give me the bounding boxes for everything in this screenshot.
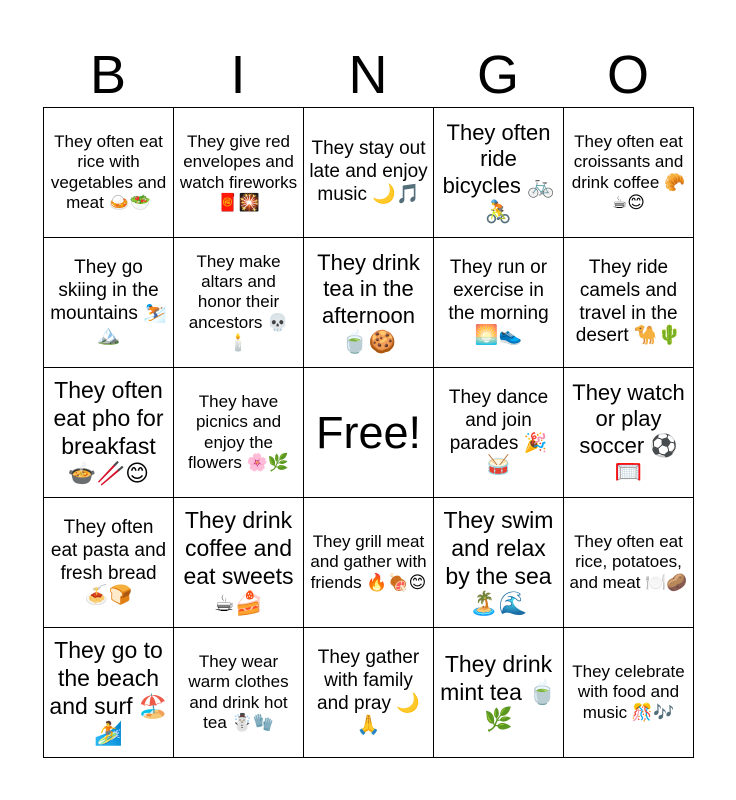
cell-text: They drink tea in the afternoon 🍵🍪 <box>317 249 420 354</box>
cell-text: They watch or play soccer ⚽🥅 <box>572 379 685 484</box>
cell-text: They often eat croissants and drink coffee 🥐☕😊 <box>571 131 686 212</box>
bingo-cell[interactable] <box>44 628 174 758</box>
bingo-cell[interactable] <box>44 498 174 628</box>
bingo-cell[interactable] <box>174 628 304 758</box>
bingo-cell[interactable] <box>434 108 564 238</box>
cell-text: They celebrate with food and music 🎊🎶 <box>572 661 685 722</box>
bingo-cell[interactable] <box>44 368 174 498</box>
bingo-cell[interactable] <box>174 498 304 628</box>
bingo-cell[interactable] <box>304 238 434 368</box>
cell-text: They wear warm clothes and drink hot tea ☃️🧤 <box>188 651 289 732</box>
cell-text: They grill meat and gather with friends 🔥🍖😊 <box>310 531 427 592</box>
bingo-cell[interactable] <box>174 368 304 498</box>
bingo-cell[interactable] <box>304 108 434 238</box>
cell-text: They make altars and honor their ancestors 💀🕯️ <box>188 251 289 353</box>
cell-text: They often eat rice with vegetables and meat 🍛🥗 <box>50 131 167 212</box>
free-space[interactable] <box>304 368 434 498</box>
bingo-cell[interactable] <box>174 108 304 238</box>
cell-text: They ride camels and travel in the desert 🐪🌵 <box>575 256 682 347</box>
bingo-cell[interactable] <box>564 368 694 498</box>
cell-text: They often eat rice, potatoes, and meat 🍽️🥔 <box>569 531 688 592</box>
bingo-header <box>43 44 693 106</box>
cell-text: They give red envelopes and watch fireworks 🧧🎇 <box>179 131 298 212</box>
header-letter-i: I <box>230 45 246 105</box>
bingo-cell[interactable] <box>434 628 564 758</box>
cell-text: They gather with family and pray 🌙🙏 <box>317 646 420 737</box>
bingo-cell[interactable] <box>564 108 694 238</box>
bingo-cell[interactable] <box>304 628 434 758</box>
bingo-cell[interactable] <box>434 368 564 498</box>
cell-text: They dance and join parades 🎉🥁 <box>448 386 549 477</box>
cell-text: They drink mint tea 🍵🌿 <box>440 651 557 733</box>
cell-text: They run or exercise in the morning 🌅👟 <box>448 256 549 347</box>
bingo-cell[interactable] <box>434 238 564 368</box>
cell-text: They stay out late and enjoy music 🌙🎵 <box>309 138 428 205</box>
cell-text: They go skiing in the mountains ⛷️🏔️ <box>50 256 167 347</box>
bingo-cell[interactable] <box>44 108 174 238</box>
bingo-cell[interactable] <box>434 498 564 628</box>
bingo-cell[interactable] <box>564 628 694 758</box>
bingo-cell[interactable] <box>174 238 304 368</box>
header-letter-g: G <box>476 45 519 105</box>
cell-text: They often ride bicycles 🚲🚴 <box>442 119 555 224</box>
bingo-cell[interactable] <box>44 238 174 368</box>
header-letter-o: O <box>606 45 649 105</box>
cell-text: They go to the beach and surf 🏖️🏄 <box>49 637 168 747</box>
cell-text: They swim and relax by the sea 🏝️🌊 <box>443 507 554 617</box>
bingo-cell[interactable] <box>564 498 694 628</box>
header-letter-n: N <box>348 45 388 105</box>
header-letter-b: B <box>89 45 127 105</box>
cell-text: They have picnics and enjoy the flowers 🌸🌿 <box>188 391 289 472</box>
bingo-board <box>43 107 694 758</box>
bingo-cell[interactable] <box>304 498 434 628</box>
bingo-cell[interactable] <box>564 238 694 368</box>
cell-text: They drink coffee and eat sweets ☕🍰 <box>183 507 294 617</box>
cell-text: They often eat pasta and fresh bread 🍝🍞 <box>50 516 167 607</box>
free-space-text: Free! <box>315 406 422 458</box>
cell-text: They often eat pho for breakfast 🍲🥢😊 <box>53 377 164 487</box>
